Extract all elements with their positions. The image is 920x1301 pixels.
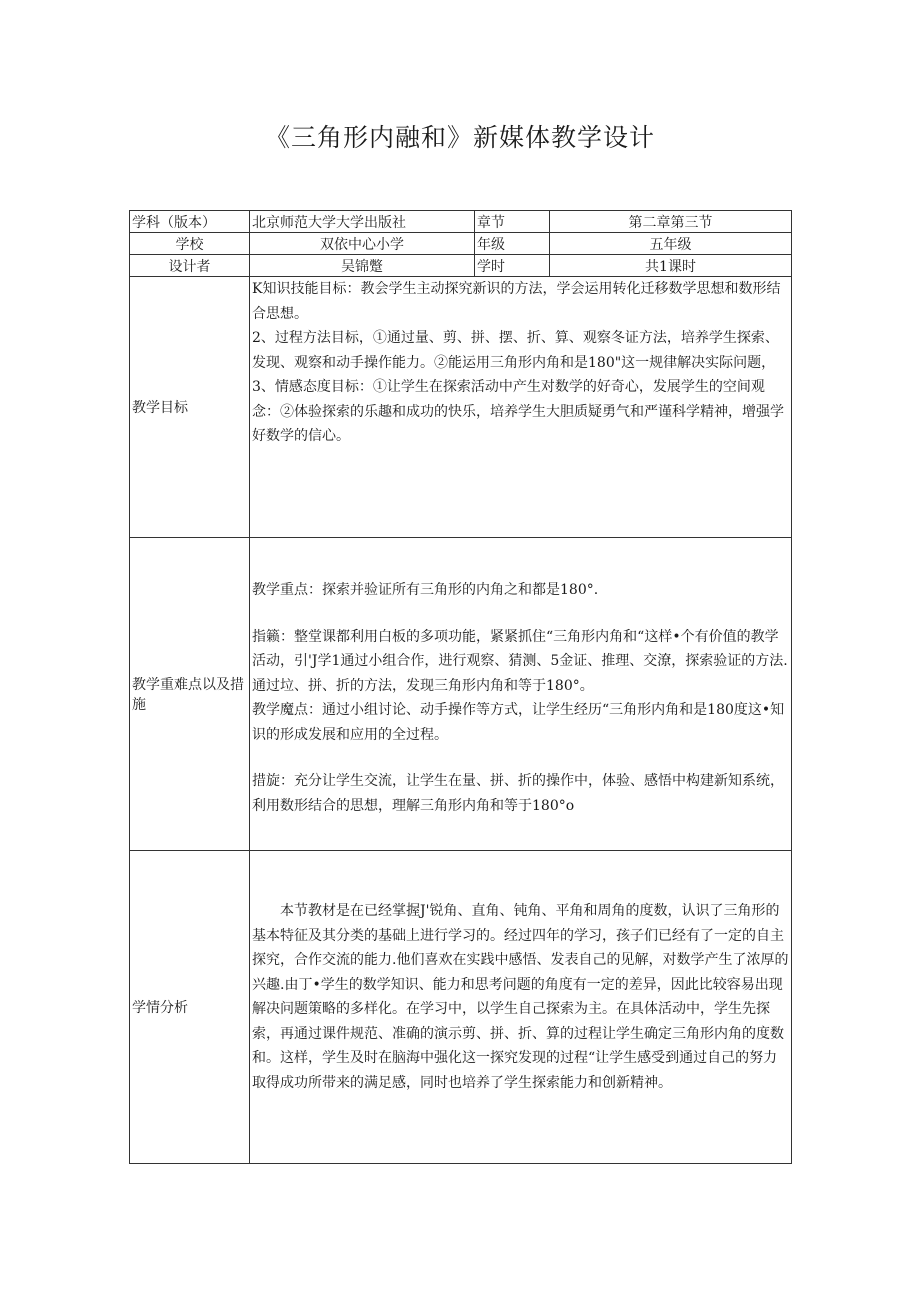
grade-value: 五年级: [550, 233, 792, 255]
objectives-process: 2、过程方法目标，①通过量、剪、拼、摆、折、算、观察冬证方法，培养学生探索、发现、观察和动手操作能力。②能运用三角形内角和是180"这一规律解决实际问题，: [252, 330, 779, 371]
objectives-label: 教学目标: [130, 277, 250, 538]
analysis-label: 学情分析: [130, 851, 250, 1164]
analysis-text: 本节教材是在已经掌握J'锐角、直角、钝角、平角和周角的度数，认识了三角形的基本特征及其分类的基础上进行学习的。经过四年的学习，孩子们已经有了一定的自主探究，合作交流的能力.他们喜欢在实践中感悟、发表自己的见解，对数学产生了浓厚的兴趣.由丁•学生的数学知识、能力和思考问题的角度有一定的差异，因此比较容易出现解决问题策略的多样化。在学习中，以学生自己探索为主。在具体活动中，学生先探索，再通过课件规范、准确的演示剪、拼、折、算的过程让学生确定三角形内角的度数和。这样，学生及时在脑海中强化这一探究发现的过程“让学生感受到通过自己的努力取得成功所带来的满足感，同时也培养了学生探索能力和创新精神。: [252, 903, 789, 1091]
analysis-content: [250, 851, 792, 1164]
school-row: [130, 233, 792, 255]
hours-value: 共1课时: [550, 255, 792, 277]
difficult-point: 教学魔点：通过小组讨论、动手操作等方式，让学生经历“三角形内角和是180度这•知识的形成发展和应用的全过程。: [252, 702, 785, 743]
objectives-row: [130, 277, 792, 538]
lesson-plan-table: [129, 210, 792, 1164]
key-points-label: 教学重难点以及措施: [130, 538, 250, 851]
difficult-point-measures: 措旋：充分让学生交流，让学生在量、拼、折的操作中，体验、感悟中构建新知系统，利用数形结合的思想，理解三角形内角和等于180°o: [252, 773, 784, 814]
designer-value: 吴锦蹩: [250, 255, 475, 277]
page-title: 《三角形内融和》新媒体教学设计: [264, 123, 655, 152]
subject-row: [130, 211, 792, 233]
hours-label: 学时: [475, 255, 550, 277]
key-point: 教学重点：探索并验证所有三角形的内角之和都是180°.: [252, 582, 599, 598]
objectives-attitude: 3、情感态度目标：①让学生在探索活动中产生对数学的好奇心，发展学生的空间观念：②体验探索的乐趣和成功的快乐，培养学生大胆质疑勇气和严谨科学精神，增强学好数学的信心。: [252, 379, 784, 444]
key-points-row: [130, 538, 792, 851]
grade-label: 年级: [475, 233, 550, 255]
school-value: 双依中心小学: [250, 233, 475, 255]
school-label: 学校: [130, 233, 250, 255]
chapter-label: 章节: [475, 211, 550, 233]
key-point-measures: 指籁：整堂课都利用白板的多项功能，紧紧抓住“三角形内角和“这样•个有价值的教学活动，引'J学1通过小组合作，进行观察、猜测、5金证、推理、交潦，探索验证的方法.通过垃、拼、折的方法，发现三角形内角和等于180°。: [252, 628, 788, 694]
objectives-content: [250, 277, 792, 538]
objectives-knowledge: K知识技能目标：教会学生主动探究新识的方法，学会运用转化迁移数学思想和数形结合思想。: [252, 281, 781, 322]
designer-label: 设计者: [130, 255, 250, 277]
key-points-content: [250, 538, 792, 851]
subject-label: 学科（版本）: [130, 211, 250, 233]
designer-row: [130, 255, 792, 277]
chapter-value: 第二章第三节: [550, 211, 792, 233]
analysis-row: [130, 851, 792, 1164]
subject-value: 北京师范大学大学出版社: [250, 211, 475, 233]
